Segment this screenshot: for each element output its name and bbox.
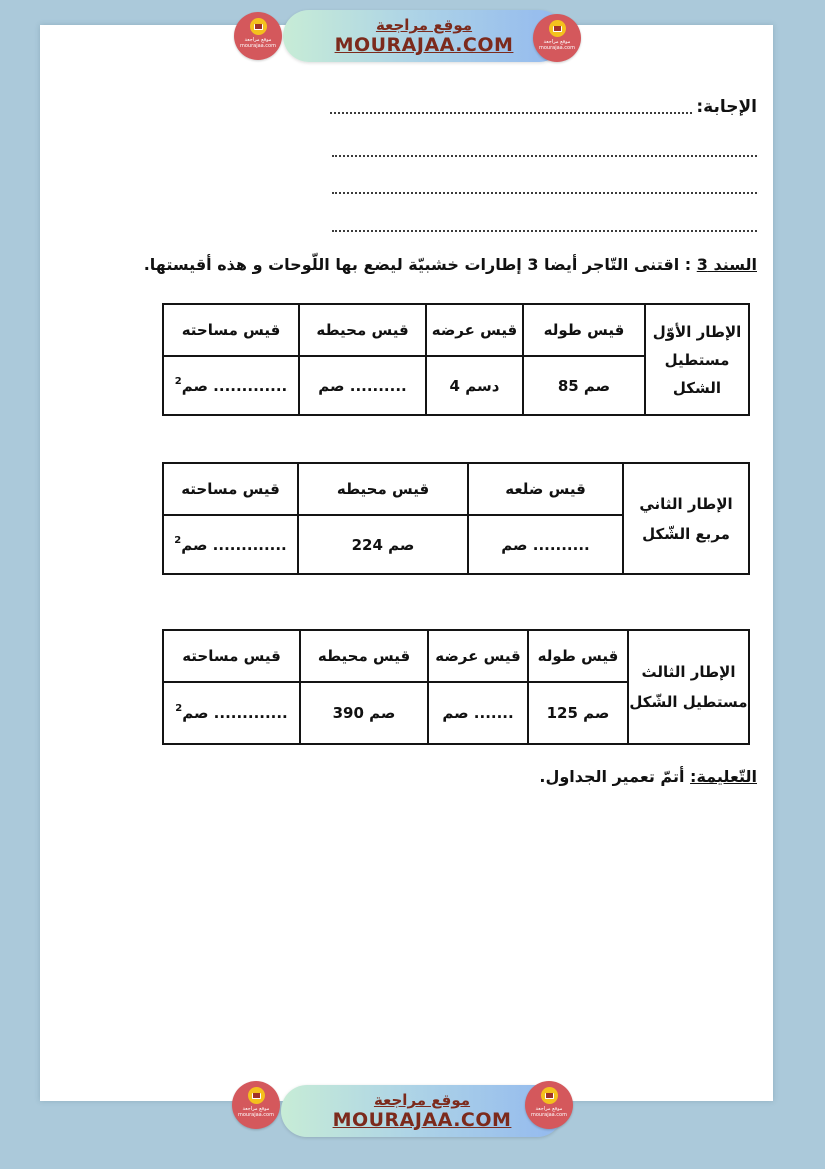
measure-blank-width: ....... صم <box>428 682 528 744</box>
answer-dotted-line <box>332 230 757 232</box>
column-header-area: قيس مساحته <box>163 304 299 356</box>
site-logo-badge <box>533 14 581 62</box>
badge-site-name: موقع مراجعة <box>244 37 272 43</box>
column-header-length: قيس طوله <box>523 304 645 356</box>
column-header-area: قيس مساحته <box>163 630 300 682</box>
support-text: : اقتنى التّاجر أيضا 3 إطارات خشبيّة ليضع بها اللّوحات و هذه أقيستها. <box>143 255 692 274</box>
book-icon <box>254 24 263 30</box>
badge-site-name: موقع مراجعة <box>535 1106 563 1112</box>
column-header-perimeter: قيس محيطه <box>300 630 428 682</box>
site-name-arabic: موقع مراجعة <box>373 1091 471 1109</box>
column-header-perimeter: قيس محيطه <box>298 463 468 515</box>
footer-banner <box>281 1085 563 1137</box>
badge-site-url: mourajaa.com <box>530 1112 567 1118</box>
site-logo-badge <box>232 1081 280 1129</box>
badge-site-url: mourajaa.com <box>538 45 575 51</box>
site-url-link[interactable]: MOURAJAA.COM <box>332 1109 512 1131</box>
column-header-width: قيس عرضه <box>426 304 523 356</box>
table-title: الإطار الثاني مربع الشّكل <box>623 463 749 574</box>
measure-blank-area: ............. صم$^2$ <box>163 515 298 574</box>
instruction-label: التّعليمة: <box>690 767 757 786</box>
support-label: السند 3 <box>696 255 757 274</box>
column-header-length: قيس طوله <box>528 630 628 682</box>
column-header-width: قيس عرضه <box>428 630 528 682</box>
header-banner <box>283 10 565 62</box>
support-sentence <box>50 255 757 274</box>
measure-blank-perimeter: .......... صم <box>299 356 426 415</box>
frame-table-1 <box>162 303 750 416</box>
column-header-side: قيس ضلعه <box>468 463 623 515</box>
measure-blank-side: .......... صم <box>468 515 623 574</box>
frame-table-2 <box>162 462 750 575</box>
answer-dotted-line <box>332 192 757 194</box>
instruction-sentence <box>50 767 757 786</box>
table-title: الإطار الثالث مستطيل الشّكل <box>628 630 749 744</box>
measure-value-length: 85 صم <box>523 356 645 415</box>
table-title: الإطار الأوّل مستطيل الشكل <box>645 304 749 415</box>
frame-table-3 <box>162 629 750 745</box>
logo-circle <box>248 1087 265 1104</box>
site-url-link[interactable]: MOURAJAA.COM <box>334 34 514 56</box>
badge-site-name: موقع مراجعة <box>242 1106 270 1112</box>
book-icon <box>553 26 562 32</box>
measure-value-width: 4 دسم <box>426 356 523 415</box>
logo-circle <box>250 18 267 35</box>
column-header-perimeter: قيس محيطه <box>299 304 426 356</box>
answer-label: الإجابة: <box>696 97 757 117</box>
logo-circle <box>549 20 566 37</box>
badge-site-url: mourajaa.com <box>237 1112 274 1118</box>
instruction-text: أتمّ تعمير الجداول. <box>539 767 685 786</box>
book-icon <box>545 1093 554 1099</box>
answer-dotted-line <box>330 112 692 114</box>
answer-dotted-line <box>332 155 757 157</box>
measure-value-perimeter: 390 صم <box>300 682 428 744</box>
logo-circle <box>541 1087 558 1104</box>
measure-blank-area: ............. صم$^2$ <box>163 356 299 415</box>
column-header-area: قيس مساحته <box>163 463 298 515</box>
measure-value-length: 125 صم <box>528 682 628 744</box>
site-logo-badge <box>525 1081 573 1129</box>
answer-section <box>330 91 757 117</box>
site-logo-badge <box>234 12 282 60</box>
badge-site-url: mourajaa.com <box>239 43 276 49</box>
measure-blank-area: ............. صم$^2$ <box>163 682 300 744</box>
badge-site-name: موقع مراجعة <box>543 39 571 45</box>
worksheet-page <box>40 25 773 1101</box>
measure-value-perimeter: 224 صم <box>298 515 468 574</box>
site-name-arabic: موقع مراجعة <box>375 16 473 34</box>
book-icon <box>252 1093 261 1099</box>
